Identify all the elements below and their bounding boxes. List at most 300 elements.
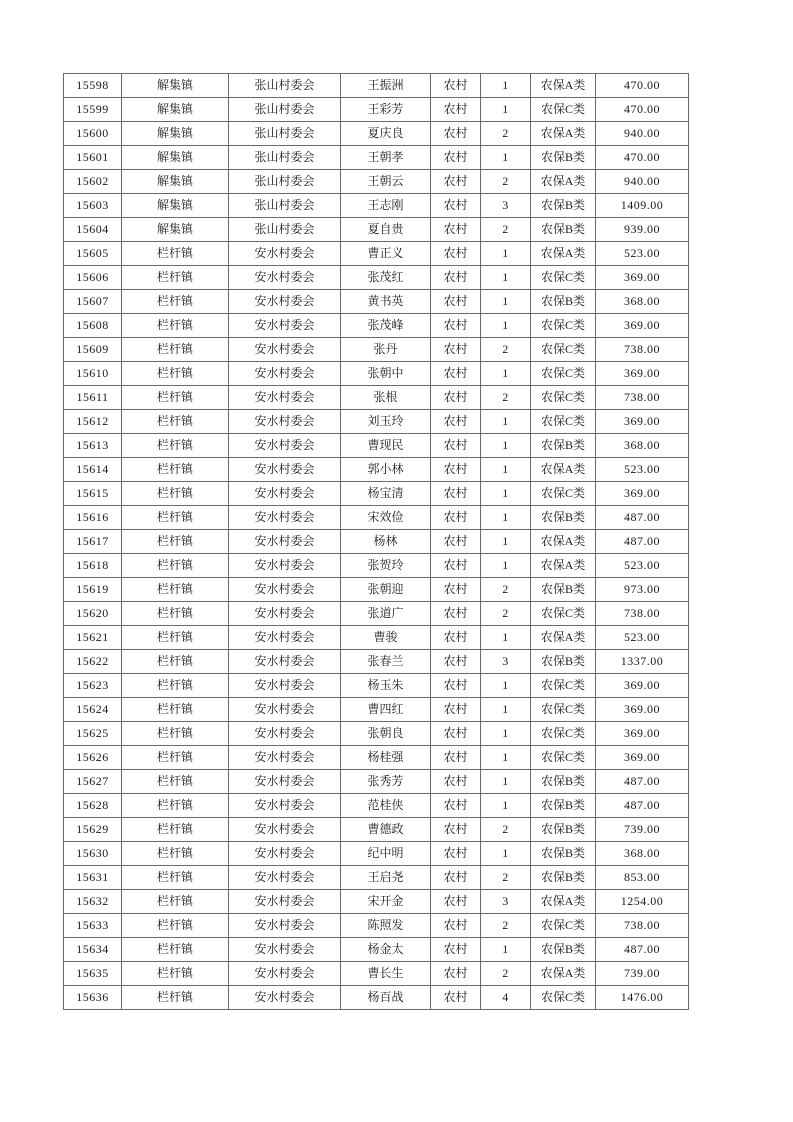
cell-serial: 15598 (64, 74, 122, 98)
cell-category: 农保A类 (531, 170, 596, 194)
cell-serial: 15606 (64, 266, 122, 290)
cell-category: 农保B类 (531, 842, 596, 866)
cell-amount: 487.00 (596, 506, 689, 530)
cell-town: 解集镇 (122, 146, 229, 170)
cell-town: 栏杆镇 (122, 434, 229, 458)
cell-type: 农村 (431, 338, 481, 362)
cell-village: 安水村委会 (229, 530, 341, 554)
cell-category: 农保C类 (531, 986, 596, 1010)
cell-name: 夏自贵 (341, 218, 431, 242)
table-row (64, 146, 689, 170)
cell-village: 张山村委会 (229, 218, 341, 242)
table-body (64, 74, 689, 1010)
cell-village: 张山村委会 (229, 98, 341, 122)
cell-amount: 1476.00 (596, 986, 689, 1010)
cell-name: 刘玉玲 (341, 410, 431, 434)
cell-name: 张贺玲 (341, 554, 431, 578)
cell-category: 农保C类 (531, 98, 596, 122)
cell-name: 宋开金 (341, 890, 431, 914)
cell-amount: 738.00 (596, 338, 689, 362)
cell-name: 张朝迎 (341, 578, 431, 602)
cell-village: 张山村委会 (229, 74, 341, 98)
cell-category: 农保C类 (531, 266, 596, 290)
table-row (64, 434, 689, 458)
cell-count: 2 (481, 818, 531, 842)
cell-type: 农村 (431, 434, 481, 458)
cell-amount: 487.00 (596, 770, 689, 794)
cell-count: 1 (481, 674, 531, 698)
cell-amount: 523.00 (596, 458, 689, 482)
cell-town: 栏杆镇 (122, 554, 229, 578)
cell-type: 农村 (431, 386, 481, 410)
cell-town: 栏杆镇 (122, 650, 229, 674)
table-row (64, 650, 689, 674)
cell-serial: 15626 (64, 746, 122, 770)
cell-category: 农保A类 (531, 530, 596, 554)
cell-town: 栏杆镇 (122, 842, 229, 866)
cell-category: 农保B类 (531, 866, 596, 890)
cell-count: 2 (481, 386, 531, 410)
cell-count: 2 (481, 122, 531, 146)
cell-amount: 523.00 (596, 554, 689, 578)
cell-category: 农保C类 (531, 386, 596, 410)
cell-town: 解集镇 (122, 74, 229, 98)
cell-village: 安水村委会 (229, 362, 341, 386)
cell-name: 杨玉朱 (341, 674, 431, 698)
cell-type: 农村 (431, 794, 481, 818)
cell-town: 栏杆镇 (122, 458, 229, 482)
cell-serial: 15621 (64, 626, 122, 650)
cell-category: 农保B类 (531, 578, 596, 602)
cell-village: 安水村委会 (229, 962, 341, 986)
cell-town: 栏杆镇 (122, 890, 229, 914)
table-row (64, 722, 689, 746)
cell-amount: 369.00 (596, 314, 689, 338)
cell-type: 农村 (431, 314, 481, 338)
cell-village: 安水村委会 (229, 722, 341, 746)
cell-name: 曹德政 (341, 818, 431, 842)
cell-category: 农保B类 (531, 650, 596, 674)
table-row (64, 674, 689, 698)
cell-town: 栏杆镇 (122, 626, 229, 650)
cell-serial: 15613 (64, 434, 122, 458)
cell-town: 栏杆镇 (122, 602, 229, 626)
cell-type: 农村 (431, 458, 481, 482)
cell-village: 安水村委会 (229, 842, 341, 866)
cell-serial: 15619 (64, 578, 122, 602)
cell-amount: 369.00 (596, 362, 689, 386)
cell-village: 张山村委会 (229, 194, 341, 218)
cell-serial: 15618 (64, 554, 122, 578)
cell-amount: 738.00 (596, 914, 689, 938)
cell-village: 安水村委会 (229, 650, 341, 674)
cell-amount: 940.00 (596, 170, 689, 194)
cell-amount: 369.00 (596, 674, 689, 698)
table-row (64, 986, 689, 1010)
table-row (64, 338, 689, 362)
cell-category: 农保A类 (531, 962, 596, 986)
cell-town: 栏杆镇 (122, 722, 229, 746)
table-row (64, 602, 689, 626)
cell-type: 农村 (431, 626, 481, 650)
cell-type: 农村 (431, 482, 481, 506)
cell-village: 安水村委会 (229, 866, 341, 890)
cell-category: 农保B类 (531, 770, 596, 794)
cell-village: 安水村委会 (229, 602, 341, 626)
cell-town: 栏杆镇 (122, 770, 229, 794)
cell-name: 陈照发 (341, 914, 431, 938)
cell-category: 农保C类 (531, 722, 596, 746)
cell-serial: 15614 (64, 458, 122, 482)
cell-count: 1 (481, 482, 531, 506)
cell-category: 农保B类 (531, 938, 596, 962)
cell-name: 张道广 (341, 602, 431, 626)
cell-town: 栏杆镇 (122, 818, 229, 842)
cell-name: 王志刚 (341, 194, 431, 218)
cell-category: 农保B类 (531, 218, 596, 242)
table-row (64, 890, 689, 914)
cell-name: 张朝良 (341, 722, 431, 746)
cell-type: 农村 (431, 530, 481, 554)
cell-serial: 15624 (64, 698, 122, 722)
cell-name: 张朝中 (341, 362, 431, 386)
table-row (64, 770, 689, 794)
cell-amount: 939.00 (596, 218, 689, 242)
cell-count: 3 (481, 650, 531, 674)
cell-category: 农保A类 (531, 122, 596, 146)
table-row (64, 386, 689, 410)
cell-type: 农村 (431, 146, 481, 170)
cell-town: 栏杆镇 (122, 314, 229, 338)
cell-town: 栏杆镇 (122, 986, 229, 1010)
cell-amount: 369.00 (596, 410, 689, 434)
cell-serial: 15609 (64, 338, 122, 362)
cell-category: 农保C类 (531, 482, 596, 506)
cell-name: 张丹 (341, 338, 431, 362)
cell-category: 农保B类 (531, 794, 596, 818)
cell-name: 曹正义 (341, 242, 431, 266)
cell-serial: 15625 (64, 722, 122, 746)
cell-village: 安水村委会 (229, 506, 341, 530)
cell-amount: 738.00 (596, 602, 689, 626)
data-table (63, 73, 689, 1010)
cell-category: 农保B类 (531, 434, 596, 458)
cell-category: 农保C类 (531, 314, 596, 338)
cell-village: 安水村委会 (229, 914, 341, 938)
cell-village: 张山村委会 (229, 146, 341, 170)
cell-town: 解集镇 (122, 170, 229, 194)
cell-serial: 15623 (64, 674, 122, 698)
cell-type: 农村 (431, 890, 481, 914)
cell-category: 农保A类 (531, 242, 596, 266)
cell-village: 安水村委会 (229, 434, 341, 458)
cell-name: 杨桂强 (341, 746, 431, 770)
cell-type: 农村 (431, 842, 481, 866)
cell-serial: 15612 (64, 410, 122, 434)
cell-name: 张茂峰 (341, 314, 431, 338)
cell-name: 黄书英 (341, 290, 431, 314)
cell-count: 1 (481, 794, 531, 818)
cell-category: 农保C类 (531, 914, 596, 938)
cell-serial: 15600 (64, 122, 122, 146)
table-row (64, 914, 689, 938)
cell-type: 农村 (431, 506, 481, 530)
cell-town: 栏杆镇 (122, 866, 229, 890)
cell-name: 张茂红 (341, 266, 431, 290)
cell-name: 杨百战 (341, 986, 431, 1010)
cell-count: 1 (481, 722, 531, 746)
cell-village: 安水村委会 (229, 242, 341, 266)
cell-town: 栏杆镇 (122, 578, 229, 602)
table-row (64, 746, 689, 770)
cell-town: 栏杆镇 (122, 506, 229, 530)
cell-serial: 15602 (64, 170, 122, 194)
cell-town: 栏杆镇 (122, 746, 229, 770)
cell-village: 安水村委会 (229, 794, 341, 818)
cell-count: 1 (481, 146, 531, 170)
cell-serial: 15608 (64, 314, 122, 338)
cell-village: 安水村委会 (229, 986, 341, 1010)
cell-serial: 15603 (64, 194, 122, 218)
cell-count: 1 (481, 746, 531, 770)
table-row (64, 866, 689, 890)
cell-serial: 15604 (64, 218, 122, 242)
cell-type: 农村 (431, 98, 481, 122)
cell-name: 王启尧 (341, 866, 431, 890)
cell-amount: 368.00 (596, 434, 689, 458)
cell-type: 农村 (431, 266, 481, 290)
cell-serial: 15616 (64, 506, 122, 530)
cell-amount: 940.00 (596, 122, 689, 146)
cell-type: 农村 (431, 722, 481, 746)
table-row (64, 362, 689, 386)
cell-type: 农村 (431, 122, 481, 146)
table-row (64, 266, 689, 290)
cell-town: 栏杆镇 (122, 362, 229, 386)
cell-serial: 15605 (64, 242, 122, 266)
cell-name: 王彩芳 (341, 98, 431, 122)
table-row (64, 170, 689, 194)
cell-amount: 369.00 (596, 698, 689, 722)
cell-count: 2 (481, 602, 531, 626)
table-row (64, 98, 689, 122)
cell-name: 曹长生 (341, 962, 431, 986)
cell-amount: 1409.00 (596, 194, 689, 218)
cell-village: 张山村委会 (229, 122, 341, 146)
table-row (64, 194, 689, 218)
cell-amount: 369.00 (596, 746, 689, 770)
cell-count: 2 (481, 962, 531, 986)
cell-amount: 853.00 (596, 866, 689, 890)
table-row (64, 506, 689, 530)
cell-serial: 15615 (64, 482, 122, 506)
cell-type: 农村 (431, 362, 481, 386)
cell-type: 农村 (431, 290, 481, 314)
cell-amount: 369.00 (596, 722, 689, 746)
cell-amount: 739.00 (596, 962, 689, 986)
cell-serial: 15601 (64, 146, 122, 170)
table-row (64, 242, 689, 266)
cell-serial: 15607 (64, 290, 122, 314)
cell-name: 纪中明 (341, 842, 431, 866)
cell-town: 解集镇 (122, 98, 229, 122)
cell-village: 安水村委会 (229, 578, 341, 602)
cell-village: 安水村委会 (229, 314, 341, 338)
table-row (64, 458, 689, 482)
cell-name: 张秀芳 (341, 770, 431, 794)
cell-count: 3 (481, 194, 531, 218)
cell-amount: 1254.00 (596, 890, 689, 914)
cell-village: 安水村委会 (229, 626, 341, 650)
cell-name: 曹四红 (341, 698, 431, 722)
cell-town: 解集镇 (122, 122, 229, 146)
cell-category: 农保B类 (531, 818, 596, 842)
table-row (64, 290, 689, 314)
table-row (64, 842, 689, 866)
table-row (64, 794, 689, 818)
cell-type: 农村 (431, 218, 481, 242)
cell-type: 农村 (431, 410, 481, 434)
cell-town: 栏杆镇 (122, 914, 229, 938)
cell-name: 王朝云 (341, 170, 431, 194)
cell-count: 1 (481, 410, 531, 434)
table-row (64, 218, 689, 242)
cell-serial: 15634 (64, 938, 122, 962)
cell-amount: 470.00 (596, 74, 689, 98)
cell-type: 农村 (431, 698, 481, 722)
cell-type: 农村 (431, 554, 481, 578)
cell-name: 杨金太 (341, 938, 431, 962)
cell-village: 安水村委会 (229, 410, 341, 434)
cell-serial: 15629 (64, 818, 122, 842)
cell-village: 安水村委会 (229, 890, 341, 914)
cell-serial: 15635 (64, 962, 122, 986)
cell-name: 范桂侠 (341, 794, 431, 818)
cell-category: 农保C类 (531, 362, 596, 386)
cell-village: 安水村委会 (229, 938, 341, 962)
cell-village: 安水村委会 (229, 554, 341, 578)
cell-name: 王朝孝 (341, 146, 431, 170)
cell-count: 2 (481, 338, 531, 362)
cell-village: 安水村委会 (229, 770, 341, 794)
cell-type: 农村 (431, 674, 481, 698)
cell-category: 农保A类 (531, 890, 596, 914)
cell-serial: 15633 (64, 914, 122, 938)
cell-count: 2 (481, 578, 531, 602)
cell-town: 栏杆镇 (122, 962, 229, 986)
cell-count: 1 (481, 530, 531, 554)
table-row (64, 698, 689, 722)
cell-town: 栏杆镇 (122, 698, 229, 722)
cell-category: 农保C类 (531, 746, 596, 770)
cell-type: 农村 (431, 602, 481, 626)
cell-count: 1 (481, 290, 531, 314)
cell-serial: 15632 (64, 890, 122, 914)
cell-amount: 368.00 (596, 290, 689, 314)
cell-amount: 369.00 (596, 266, 689, 290)
cell-name: 郭小林 (341, 458, 431, 482)
cell-type: 农村 (431, 194, 481, 218)
cell-town: 栏杆镇 (122, 410, 229, 434)
cell-village: 张山村委会 (229, 170, 341, 194)
cell-village: 安水村委会 (229, 698, 341, 722)
cell-town: 栏杆镇 (122, 242, 229, 266)
cell-amount: 470.00 (596, 98, 689, 122)
cell-serial: 15636 (64, 986, 122, 1010)
cell-amount: 368.00 (596, 842, 689, 866)
cell-amount: 487.00 (596, 794, 689, 818)
cell-town: 栏杆镇 (122, 938, 229, 962)
cell-town: 栏杆镇 (122, 482, 229, 506)
table-row (64, 530, 689, 554)
cell-type: 农村 (431, 770, 481, 794)
cell-serial: 15631 (64, 866, 122, 890)
cell-serial: 15630 (64, 842, 122, 866)
cell-type: 农村 (431, 938, 481, 962)
cell-town: 解集镇 (122, 194, 229, 218)
cell-village: 安水村委会 (229, 482, 341, 506)
cell-village: 安水村委会 (229, 674, 341, 698)
cell-count: 1 (481, 362, 531, 386)
cell-name: 夏庆良 (341, 122, 431, 146)
cell-category: 农保A类 (531, 458, 596, 482)
cell-town: 栏杆镇 (122, 290, 229, 314)
table-row (64, 578, 689, 602)
table-row (64, 818, 689, 842)
cell-type: 农村 (431, 650, 481, 674)
cell-amount: 470.00 (596, 146, 689, 170)
cell-amount: 523.00 (596, 242, 689, 266)
cell-serial: 15611 (64, 386, 122, 410)
cell-type: 农村 (431, 818, 481, 842)
cell-amount: 1337.00 (596, 650, 689, 674)
cell-count: 1 (481, 266, 531, 290)
table-row (64, 122, 689, 146)
cell-category: 农保B类 (531, 506, 596, 530)
cell-count: 2 (481, 914, 531, 938)
cell-type: 农村 (431, 962, 481, 986)
cell-village: 安水村委会 (229, 458, 341, 482)
cell-category: 农保C类 (531, 338, 596, 362)
cell-amount: 369.00 (596, 482, 689, 506)
cell-village: 安水村委会 (229, 290, 341, 314)
cell-count: 2 (481, 866, 531, 890)
table-row (64, 554, 689, 578)
table-row (64, 314, 689, 338)
cell-village: 安水村委会 (229, 386, 341, 410)
cell-serial: 15617 (64, 530, 122, 554)
cell-town: 栏杆镇 (122, 338, 229, 362)
cell-village: 安水村委会 (229, 746, 341, 770)
cell-count: 1 (481, 698, 531, 722)
cell-amount: 523.00 (596, 626, 689, 650)
cell-count: 1 (481, 554, 531, 578)
cell-category: 农保A类 (531, 74, 596, 98)
cell-name: 张春兰 (341, 650, 431, 674)
cell-serial: 15599 (64, 98, 122, 122)
cell-count: 1 (481, 314, 531, 338)
cell-category: 农保C类 (531, 674, 596, 698)
cell-count: 4 (481, 986, 531, 1010)
cell-category: 农保C类 (531, 698, 596, 722)
cell-amount: 973.00 (596, 578, 689, 602)
table-row (64, 626, 689, 650)
cell-name: 张根 (341, 386, 431, 410)
cell-category: 农保B类 (531, 290, 596, 314)
cell-town: 栏杆镇 (122, 266, 229, 290)
cell-town: 栏杆镇 (122, 530, 229, 554)
cell-count: 2 (481, 218, 531, 242)
